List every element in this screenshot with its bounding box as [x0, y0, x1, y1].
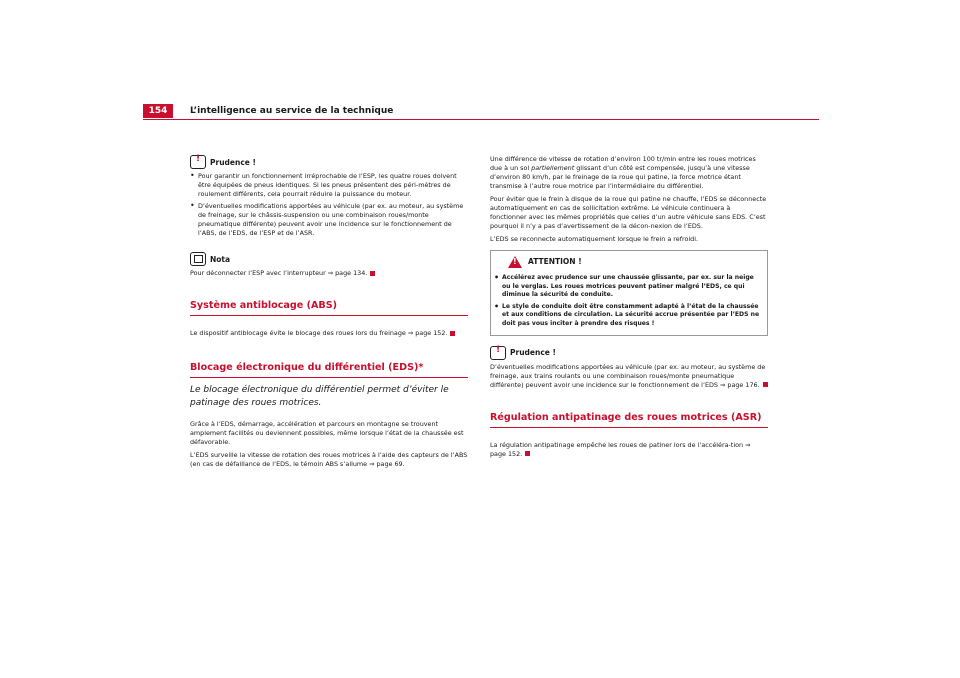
prudence-label: Prudence ! [210, 157, 256, 167]
bullet-icon: • [494, 301, 500, 311]
prudence-heading [490, 346, 768, 360]
abs-heading: Système antiblocage (ABS) [190, 300, 338, 311]
eds-paragraph: L’EDS surveille la vitesse de rotation des roues motrices à l’aide des capteurs de l’ABS (en cas de défaillance de l’EDS, le témoin ABS s’allume ⇒ page 69. [190, 451, 468, 468]
list-item [190, 172, 468, 199]
list-item [494, 303, 764, 329]
text-span: Une différence de vitesse de rotation d’environ 100 tr/min entre les roues motrices due à un sol [490, 155, 756, 172]
end-of-section-icon [763, 382, 768, 387]
eds-paragraph [490, 155, 768, 191]
running-title: L’intelligence au service de la technique [190, 106, 394, 116]
bullet-text: Accélérez avec prudence sur une chaussée glissante, par ex. sur la neige ou le verglas. Les roues motrices peuvent patiner malgré l’EDS, ce qui diminue la sécurité de conduite. [502, 274, 754, 299]
text-span: glissant d’un côté est compensée, jusqu’à une vitesse d’environ 80 km/h, par le freinage de la roue qui patine, la force motrice étant transmise à l’autre roue motrice par l’intermédiaire du différentiel. [490, 164, 750, 190]
bullet-icon: • [494, 273, 500, 282]
asr-text-content: La régulation antipatinage empêche les roues de patiner lors de l’accéléra-tion ⇒ page 152. [490, 440, 751, 458]
list-item [190, 202, 468, 238]
warning-icon [190, 155, 206, 169]
header-rule [143, 119, 819, 120]
warning-icon [490, 346, 506, 360]
nota-text-content: Pour déconnecter l’ESP avec l’interrupteur ⇒ page 134. [190, 269, 368, 277]
page-number: 154 [143, 104, 173, 118]
right-column [490, 155, 768, 463]
note-icon [190, 252, 206, 266]
emphasis: partiellement [531, 164, 575, 172]
eds-paragraph: L’EDS se reconnecte automatiquement lorsque le frein a refroidi. [490, 235, 699, 243]
section-rule [190, 315, 468, 316]
eds-subtitle: Le blocage électronique du différentiel permet d’éviter le patinage des roues motrices. [190, 385, 449, 408]
eds-paragraph: Grâce à l’EDS, démarrage, accélération et parcours en montagne se trouvent amplement facilités ou deviennent possibles, même lorsque l’état de la chaussée est défavorable. [190, 420, 464, 446]
attention-box [490, 250, 768, 336]
end-of-section-icon [525, 451, 530, 456]
prudence-text-content: D’éventuelles modifications apportées au véhicule (par ex. au moteur, au système de freinage, aux trains roulants ou une combinaison roues/monte pneumatique différente) peuvent avoir une incidence sur le fonctionnement de l’EDS ⇒ page 176. [490, 362, 766, 389]
attention-heading [508, 256, 764, 268]
bullet-text: D’éventuelles modifications apportées au véhicule (par ex. au moteur, au système de freinage, sur le châssis-suspension ou une combinaison roues/monte pneumatique différente) peuvent avoir une incidence sur le fonctionnement de l’ABS, de l’EDS, de l’ESP et de l’ASR. [198, 202, 464, 237]
danger-triangle-icon [508, 256, 522, 268]
prudence-label: Prudence ! [510, 348, 556, 358]
abs-text [190, 329, 468, 338]
prudence-text [490, 363, 768, 390]
bullet-icon: • [190, 201, 195, 210]
asr-text [490, 441, 768, 459]
bullet-text: Pour garantir un fonctionnement irréprochable de l’ESP, les quatre roues doivent être équipées de pneus identiques. Si les pneus présentent des péri-mètres de roulement différents, cela pourrait réduire la puissance du moteur. [198, 172, 457, 198]
nota-label: Nota [210, 254, 231, 264]
section-rule [190, 377, 468, 378]
bullet-text: Le style de conduite doit être constamment adapté à l’état de la chaussée et aux conditions de circulation. La sécurité accrue présentée par l’EDS ne doit pas vous inciter à prendre des risques ! [502, 302, 760, 327]
nota-heading [190, 252, 468, 266]
bullet-icon: • [190, 171, 195, 180]
end-of-section-icon [450, 331, 455, 336]
eds-heading: Blocage électronique du différentiel (EDS)* [190, 362, 424, 373]
asr-heading: Régulation antipatinage des roues motrices (ASR) [490, 411, 762, 423]
section-rule [490, 427, 768, 428]
prudence-heading [190, 155, 468, 169]
list-item [494, 274, 764, 300]
end-of-section-icon [370, 271, 375, 276]
nota-text [190, 269, 468, 278]
abs-text-content: Le dispositif antiblocage évite le blocage des roues lors du freinage ⇒ page 152. [190, 329, 448, 337]
left-column [190, 155, 468, 473]
eds-paragraph: Pour éviter que le frein à disque de la roue qui patine ne chauffe, l’EDS se déconnecte automatiquement en cas de sollicitation extrême. Le véhicule continuera à fonctionner avec les mêmes propriétés que celles d’un autre véhicule sans EDS. C’est pourquoi il n’y a pas d’avertissement de la décon-nexion de l’EDS. [490, 195, 767, 230]
attention-label: ATTENTION ! [528, 256, 582, 266]
